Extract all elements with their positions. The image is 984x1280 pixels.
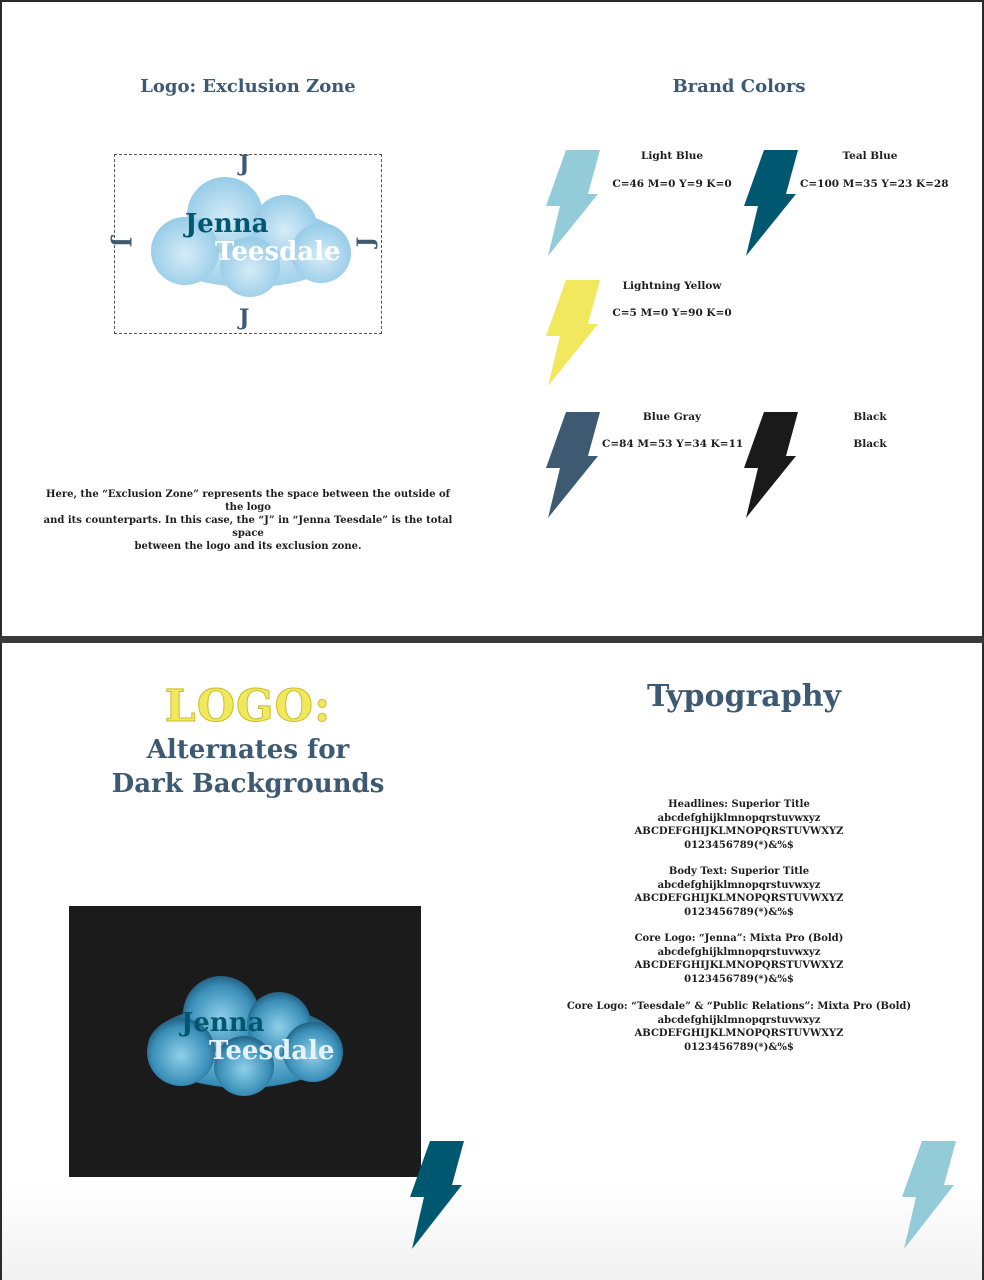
typography-title: Typography	[647, 679, 841, 714]
exclusion-marker-top: J	[239, 151, 250, 177]
brand-guide-page-1	[0, 0, 984, 636]
color-value-black: Black	[853, 438, 887, 450]
typo-uppercase: ABCDEFGHIJKLMNOPQRSTUVWXYZ	[634, 1028, 844, 1039]
typography-block-body	[554, 865, 924, 919]
alternates-title	[78, 733, 418, 801]
lightning-bolt-black-icon	[744, 412, 800, 518]
alternates-title-line: Alternates for	[146, 735, 350, 765]
lightning-bolt-yellow-icon	[546, 280, 602, 386]
color-name-blue-gray: Blue Gray	[642, 411, 702, 423]
typo-lowercase: abcdefghijklmnopqrstuvwxyz	[657, 879, 821, 891]
alternates-title-highlight: LOGO:	[164, 681, 332, 732]
exclusion-caption	[42, 488, 454, 553]
typo-digits: 0123456789(*)&%$	[684, 839, 794, 851]
color-value-lightning-yellow: C=5 M=0 Y=90 K=0	[612, 307, 732, 319]
dark-logo-text-teesdale: Teesdale	[209, 1036, 335, 1066]
dark-logo-panel	[69, 906, 421, 1177]
typo-lowercase: abcdefghijklmnopqrstuvwxyz	[657, 1014, 821, 1026]
typo-heading: Body Text: Superior Title	[668, 866, 810, 877]
color-value-light-blue: C=46 M=0 Y=9 K=0	[612, 178, 732, 190]
lightning-bolt-blue-gray-icon	[546, 412, 602, 518]
exclusion-marker-left: J	[109, 236, 136, 248]
color-name-light-blue: Light Blue	[640, 150, 704, 162]
lightning-bolt-light-blue-decor-icon	[902, 1141, 958, 1249]
typo-heading: Headlines: Superior Title	[668, 799, 810, 810]
typo-digits: 0123456789(*)&%$	[684, 973, 794, 985]
color-value-teal-blue: C=100 M=35 Y=23 K=28	[800, 178, 949, 190]
typo-uppercase: ABCDEFGHIJKLMNOPQRSTUVWXYZ	[634, 826, 844, 837]
typo-digits: 0123456789(*)&%$	[684, 1041, 794, 1053]
dark-logo-text-jenna: Jenna	[181, 1008, 265, 1038]
logo-text-jenna: Jenna	[185, 209, 269, 239]
typo-uppercase: ABCDEFGHIJKLMNOPQRSTUVWXYZ	[634, 893, 844, 904]
brand-guide-page-2	[0, 643, 984, 1280]
exclusion-marker-right: J	[353, 236, 380, 248]
exclusion-marker-bottom: J	[239, 305, 250, 331]
color-name-lightning-yellow: Lightning Yellow	[622, 280, 722, 292]
color-value-blue-gray: C=84 M=53 Y=34 K=11	[602, 438, 744, 450]
typo-heading: Core Logo: “Teesdale” & “Public Relations”: Mixta Pro (Bold)	[566, 1001, 912, 1012]
color-name-black: Black	[853, 411, 887, 423]
caption-line: and its counterparts. In this case, the “J” in “Jenna Teesdale” is the total space	[43, 515, 453, 539]
brand-colors-title: Brand Colors	[672, 76, 806, 97]
lightning-bolt-teal-decor-icon	[410, 1141, 466, 1249]
typography-block-headlines	[554, 798, 924, 852]
typography-block-core-jenna	[554, 932, 924, 986]
caption-line: Here, the “Exclusion Zone” represents the space between the outside of the logo	[46, 489, 450, 513]
typo-uppercase: ABCDEFGHIJKLMNOPQRSTUVWXYZ	[634, 960, 844, 971]
lightning-bolt-light-blue-icon	[546, 150, 602, 256]
typo-lowercase: abcdefghijklmnopqrstuvwxyz	[657, 946, 821, 958]
exclusion-zone-box	[109, 151, 382, 334]
lightning-bolt-teal-blue-icon	[744, 150, 800, 256]
caption-line: between the logo and its exclusion zone.	[134, 541, 362, 552]
typo-heading: Core Logo: “Jenna”: Mixta Pro (Bold)	[634, 933, 844, 944]
exclusion-zone-title: Logo: Exclusion Zone	[140, 76, 356, 97]
typo-digits: 0123456789(*)&%$	[684, 906, 794, 918]
color-name-teal-blue: Teal Blue	[842, 150, 898, 162]
typography-block-core-teesdale	[544, 1000, 934, 1054]
alternates-title-line: Dark Backgrounds	[111, 769, 385, 799]
typo-lowercase: abcdefghijklmnopqrstuvwxyz	[657, 812, 821, 824]
logo-text-teesdale: Teesdale	[215, 237, 341, 267]
